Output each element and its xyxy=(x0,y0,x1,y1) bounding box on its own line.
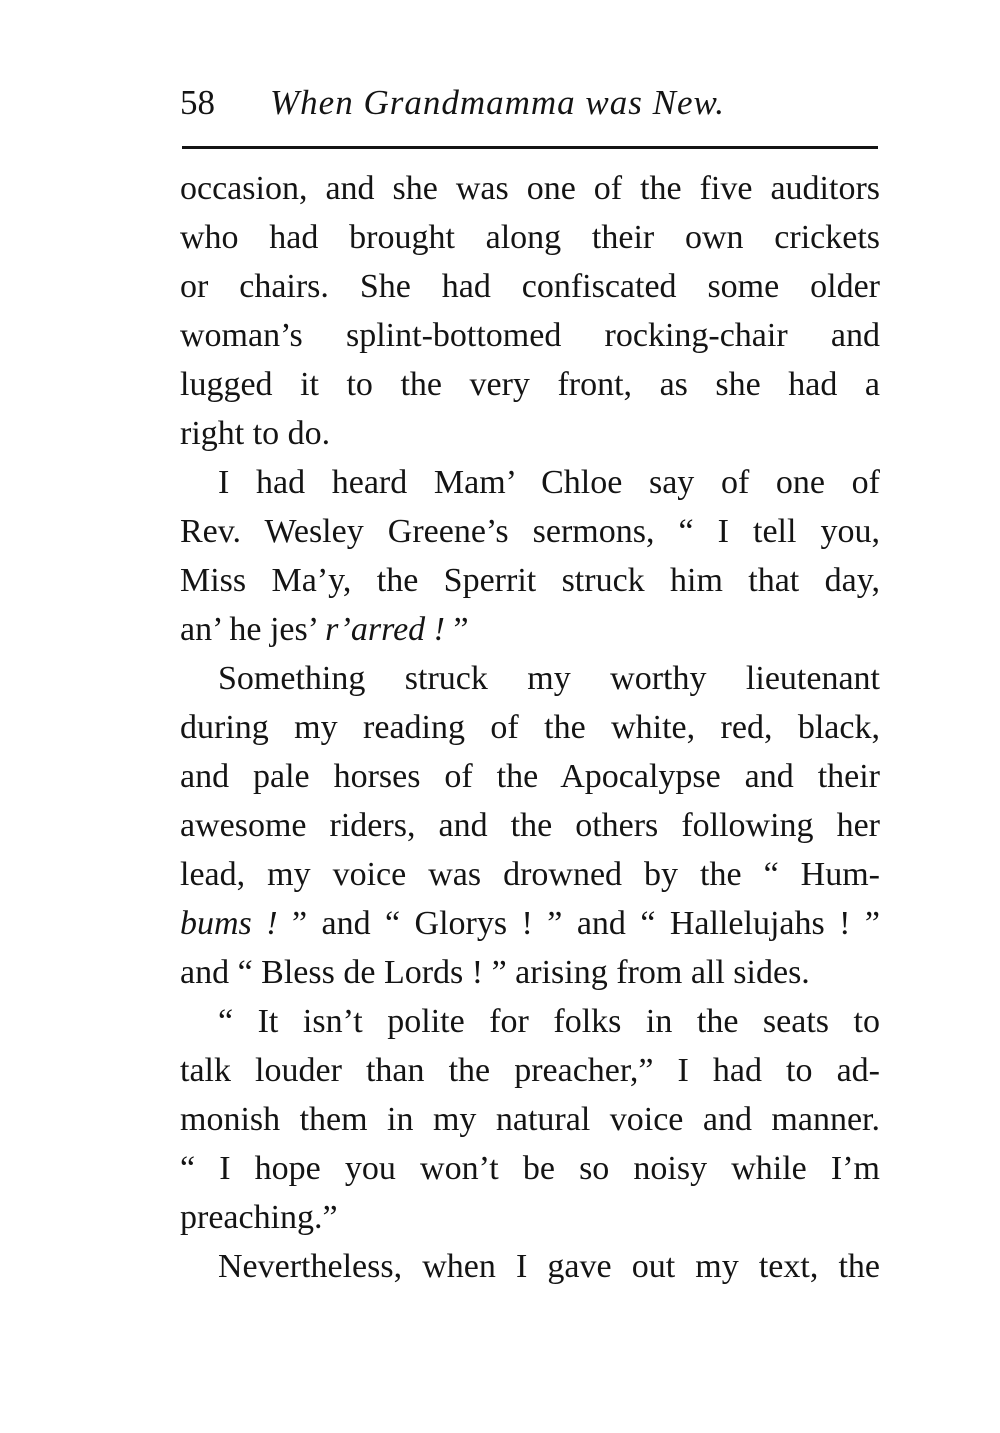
text-line: woman’s splint-bottomed rocking-chair and xyxy=(180,317,880,354)
text-line: right to do. xyxy=(180,415,331,452)
text-line: Nevertheless, when I gave out my text, the xyxy=(218,1248,880,1285)
text-line: lugged it to the very front, as she had a xyxy=(180,366,880,403)
text-line: “ I hope you won’t be so noisy while I’m xyxy=(180,1150,880,1187)
text-line: during my reading of the white, red, black, xyxy=(180,709,880,746)
text-line: Something struck my worthy lieutenant xyxy=(218,660,880,697)
running-head xyxy=(180,78,880,128)
paragraph xyxy=(180,1242,880,1291)
text-line: and “ Bless de Lords ! ” arising from all sides. xyxy=(180,954,810,991)
text-line: an’ he jes’ r’arred ! ” xyxy=(180,611,469,648)
paragraph xyxy=(180,997,880,1242)
italic-text: r’arred ! xyxy=(325,611,445,648)
paragraph xyxy=(180,654,880,997)
text-line: “ It isn’t polite for folks in the seats to xyxy=(218,1003,880,1040)
text-line: talk louder than the preacher,” I had to ad- xyxy=(180,1052,880,1089)
text-line: preaching.” xyxy=(180,1199,338,1236)
text-line: bums ! ” and “ Glorys ! ” and “ Hallelujahs ! ” xyxy=(180,905,880,942)
text-line: who had brought along their own crickets xyxy=(180,219,880,256)
page-number: 58 xyxy=(180,83,215,122)
body-text xyxy=(180,164,880,1291)
text-line: lead, my voice was drowned by the “ Hum- xyxy=(180,856,880,893)
text-line: Rev. Wesley Greene’s sermons, “ I tell you, xyxy=(180,513,880,550)
running-title: When Grandmamma was New. xyxy=(270,83,726,122)
text-line: Miss Ma’y, the Sperrit struck him that day, xyxy=(180,562,880,599)
header-rule xyxy=(182,146,878,149)
italic-text: bums ! xyxy=(180,905,278,942)
paragraph xyxy=(180,458,880,654)
text-line: occasion, and she was one of the five auditors xyxy=(180,170,880,207)
text-line: I had heard Mam’ Chloe say of one of xyxy=(218,464,880,501)
paragraph xyxy=(180,164,880,458)
text-line: awesome riders, and the others following her xyxy=(180,807,880,844)
text-line: and pale horses of the Apocalypse and their xyxy=(180,758,880,795)
text-line: or chairs. She had confiscated some older xyxy=(180,268,880,305)
text-line: monish them in my natural voice and manner. xyxy=(180,1101,880,1138)
